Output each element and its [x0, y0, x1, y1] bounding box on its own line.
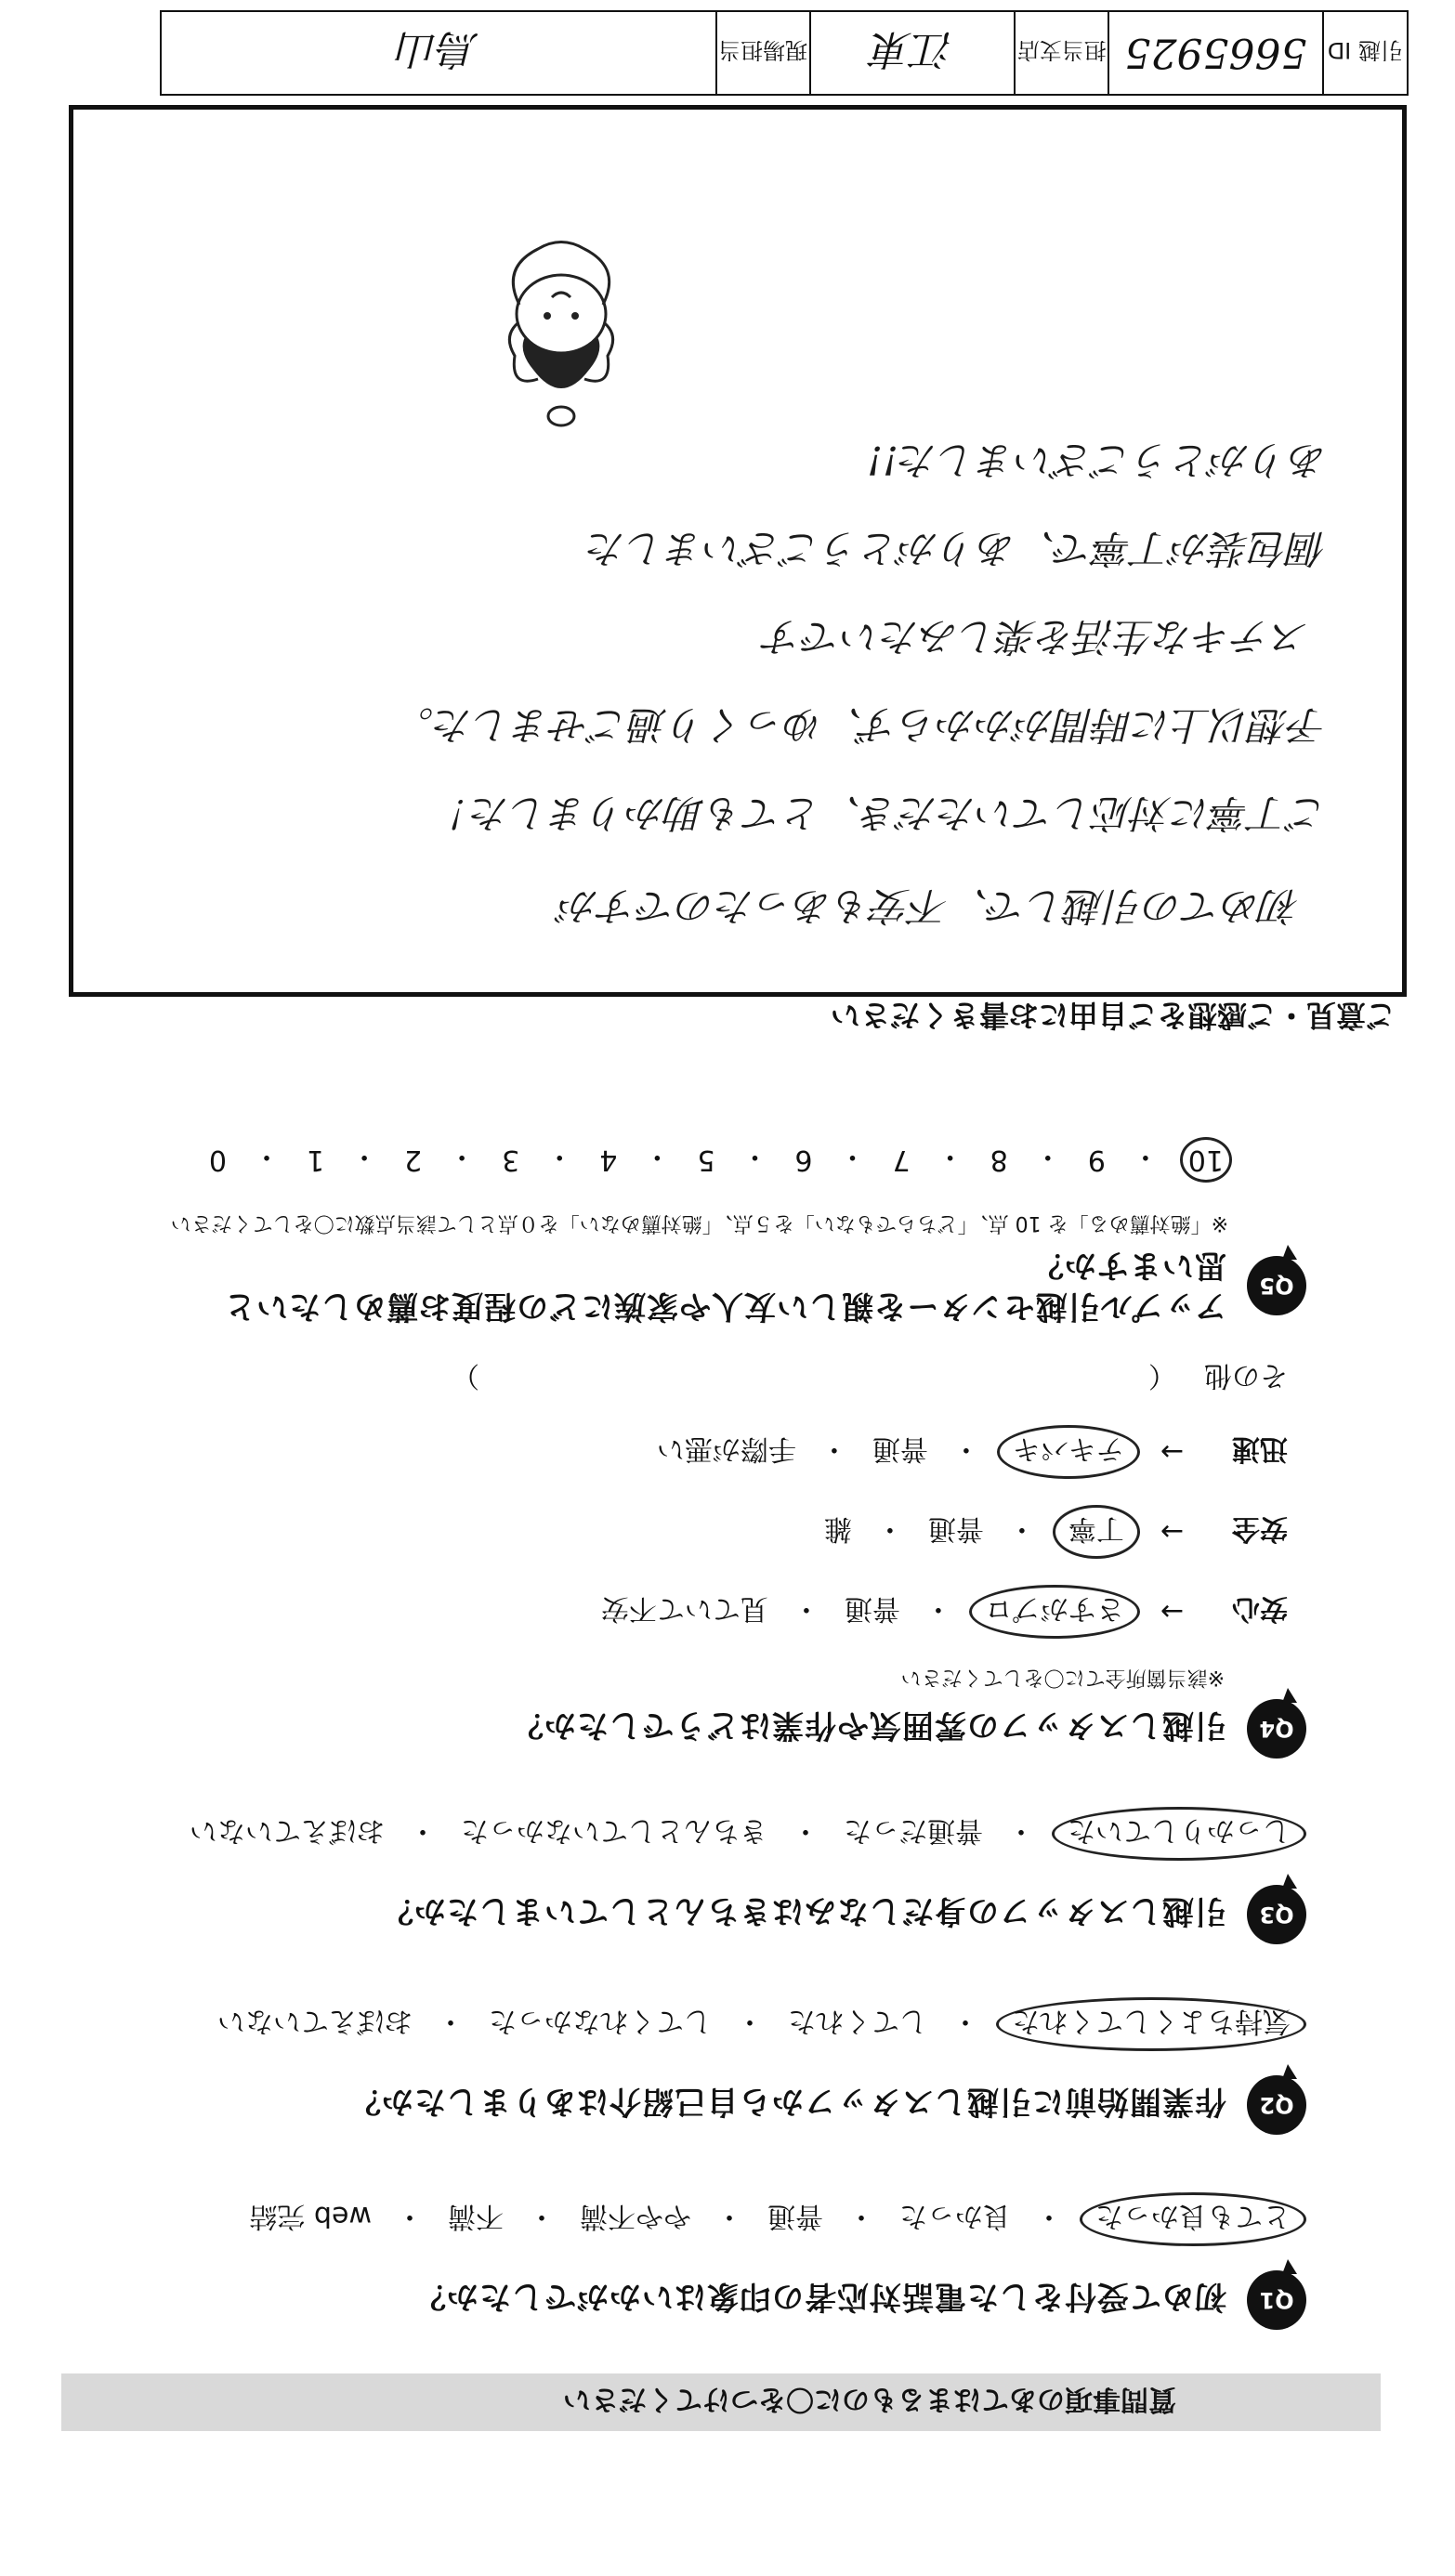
q4-option[interactable]: 雑 — [823, 1512, 852, 1545]
q5-score[interactable]: 8 — [990, 1143, 1008, 1176]
q4-option[interactable]: 普通 — [927, 1512, 984, 1545]
q4-option-selected[interactable]: 丁寧 — [1053, 1505, 1140, 1559]
q1-option[interactable]: 良かった — [899, 2200, 1011, 2232]
arrow-icon: → — [1160, 1515, 1184, 1549]
q2-badge: Q2 — [1247, 2075, 1306, 2135]
q1-option[interactable]: やや不満 — [580, 2200, 691, 2232]
arrow-icon: → — [1160, 1435, 1184, 1469]
q5-score[interactable]: 5 — [697, 1143, 715, 1176]
q5-score[interactable]: 7 — [892, 1143, 911, 1176]
q2-option-selected[interactable]: 気持ちよくしてくれた — [996, 1997, 1306, 2051]
comment-line: 予想以上に時間がかからず、ゆっくり過ごせました。 — [394, 702, 1328, 748]
q4-row-label: 安全 — [1232, 1512, 1288, 1545]
comment-line: 初めての引越しで、不安もあったのですが — [559, 883, 1300, 929]
question-q5 — [98, 1137, 1306, 1327]
q3-option-selected[interactable]: しっかりしていた — [1052, 1807, 1306, 1861]
q4-row-anshin: 安心 → さすがプロ ・ 普通 ・ 見ていて不安 — [98, 1585, 1288, 1639]
q4-row-label: 安心 — [1232, 1592, 1288, 1625]
q3-option[interactable]: 普通だった — [844, 1814, 983, 1847]
arrow-icon: → — [1160, 1595, 1184, 1628]
q3-text: 引越しスタッフの身だしなみはきちんとしていましたか？ — [381, 1892, 1226, 1930]
q4-other-open: （ — [1148, 1359, 1176, 1392]
comments-box[interactable] — [69, 105, 1407, 997]
q1-text: 初めて受付をした電話対応者の印象はいかがでしたか？ — [413, 2278, 1226, 2316]
q1-option[interactable]: 不満 — [448, 2200, 504, 2232]
q5-score[interactable]: 9 — [1087, 1143, 1106, 1176]
footer-branch-label: 担当支店 — [1014, 12, 1108, 94]
q5-text: アップル引越センターを親しい友人や家族にどの程度お薦めしたいと思いますか？ — [223, 1246, 1226, 1325]
q5-badge: Q5 — [1247, 1256, 1306, 1315]
q5-score[interactable]: 0 — [208, 1143, 227, 1176]
q1-badge: Q1 — [1247, 2270, 1306, 2330]
comment-line: ステキな生活を楽しみたいです — [763, 614, 1309, 660]
footer-branch-value: 江東 — [809, 12, 1014, 94]
comment-line: 個包装が丁寧で、ありがとうございました — [586, 526, 1328, 571]
comment-line: ありがとうございました!! — [867, 438, 1328, 483]
footer-leader-label: 現場担当 — [715, 12, 809, 94]
q4-option[interactable]: 普通 — [844, 1592, 900, 1625]
q4-text: 引越しスタッフの雰囲気や作業はどうでしたか？ — [511, 1706, 1226, 1745]
footer-id-label: 引越 ID — [1322, 12, 1407, 94]
q5-note: ※「絶対薦める」を 10 点、「どちらでもない」を５点、「絶対薦めない」を０点として該当点数に〇をしてください — [170, 1210, 1228, 1235]
q4-option[interactable]: 普通 — [872, 1432, 928, 1465]
q4-option[interactable]: 見ていて不安 — [600, 1592, 768, 1625]
q2-text: 作業開始前に引越しスタッフから自己紹介はありましたか？ — [348, 2083, 1226, 2121]
q4-option-selected[interactable]: さすがプロ — [969, 1585, 1140, 1639]
footer-id-value: 5665925 — [1108, 12, 1321, 94]
comment-line: ご丁寧に対応していただき、とても助かりました！ — [431, 791, 1328, 836]
q5-score[interactable]: 2 — [404, 1143, 423, 1176]
comments-title: ご意見・ご感想をご自由にお書きください — [830, 998, 1396, 1033]
q3-option[interactable]: おぼえていない — [190, 1814, 385, 1847]
section-header — [61, 2373, 1381, 2431]
q5-score[interactable]: 1 — [306, 1143, 325, 1176]
question-q4 — [98, 1358, 1306, 1759]
q1-options: とても良かった ・ 良かった ・ 普通 ・ やや不満 ・ 不満 ・ web 完結 — [98, 2192, 1306, 2246]
staff-footer — [160, 10, 1409, 96]
q4-row-anzen: 安全 → 丁寧 ・ 普通 ・ 雑 — [98, 1505, 1288, 1559]
q2-options: 気持ちよくしてくれた ・ してくれた ・ してくれなかった ・ おぼえていない — [98, 1997, 1306, 2051]
q3-badge: Q3 — [1247, 1885, 1306, 1944]
q4-other-label: その他 — [1204, 1359, 1288, 1392]
q4-note: ※該当箇所全てに〇をしてください — [900, 1666, 1225, 1689]
q4-option[interactable]: 手際が悪い — [656, 1432, 796, 1465]
footer-leader-value: 鳥山 — [397, 25, 479, 72]
q4-option-selected[interactable]: テキパキ — [997, 1425, 1140, 1479]
q2-option[interactable]: おぼえていない — [217, 2005, 413, 2037]
q2-option[interactable]: してくれた — [788, 2005, 927, 2037]
q3-option[interactable]: きちんとしていなかった — [461, 1814, 767, 1847]
face-doodle-icon — [482, 203, 640, 444]
q4-row-jinsoku: 迅速 → テキパキ ・ 普通 ・ 手際が悪い — [98, 1425, 1288, 1479]
question-q1 — [98, 2192, 1306, 2330]
q4-other-row — [98, 1358, 1288, 1399]
section-header-text: 質問事項のあてはまるものに〇をつけてください — [563, 2383, 1176, 2415]
q5-scores: 10 ・ 9 ・ 8 ・ 7 ・ 6 ・ 5 ・ 4 ・ 3 ・ 2 ・ 1 ・ 0 — [98, 1137, 1232, 1183]
q5-score[interactable]: 3 — [502, 1143, 520, 1176]
q1-option[interactable]: 普通 — [767, 2200, 823, 2232]
q1-option[interactable]: web 完結 — [249, 2200, 372, 2232]
q4-row-label: 迅速 — [1232, 1432, 1288, 1465]
question-q2 — [98, 1997, 1306, 2135]
q4-badge: Q4 — [1247, 1699, 1306, 1759]
q1-option-selected[interactable]: とても良かった — [1080, 2192, 1306, 2246]
question-q3 — [98, 1807, 1306, 1944]
q5-score-selected[interactable]: 10 — [1180, 1137, 1232, 1183]
q5-score[interactable]: 4 — [599, 1143, 618, 1176]
q4-other-close: ） — [452, 1359, 479, 1392]
q5-score[interactable]: 6 — [794, 1143, 813, 1176]
q2-option[interactable]: してくれなかった — [489, 2005, 712, 2037]
q3-options: しっかりしていた ・ 普通だった ・ きちんとしていなかった ・ おぼえていない — [98, 1807, 1306, 1861]
